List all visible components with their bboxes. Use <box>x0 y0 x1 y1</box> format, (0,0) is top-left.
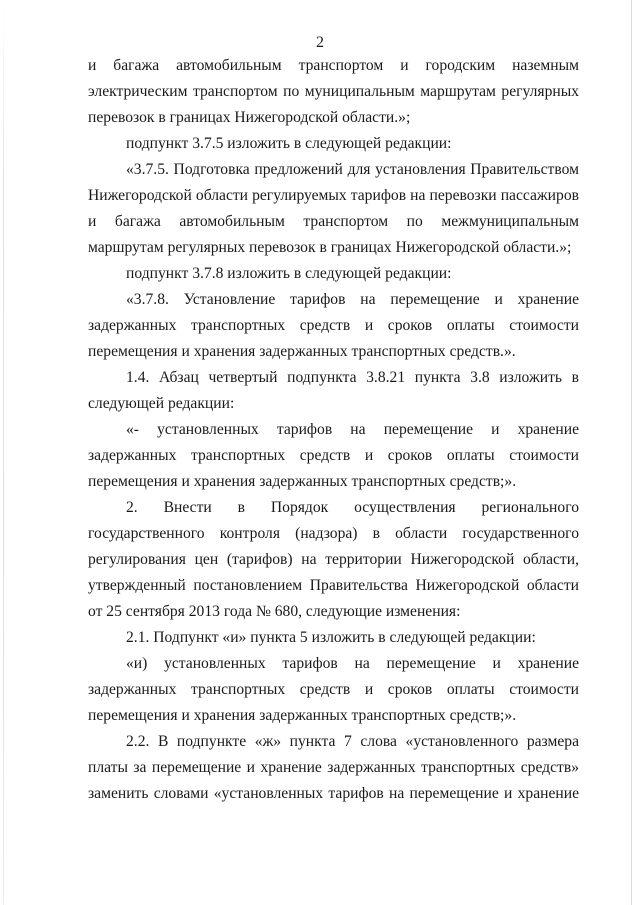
paragraph-item-2-2: 2.2. В подпункте «ж» пункта 7 слова «установленного размера платы за перемещение и хранение задержанных транспортных средств» заменить словами «установленных тарифов на перемещение и хранение <box>88 733 579 802</box>
document-body <box>88 53 579 807</box>
page-number: 2 <box>316 34 324 51</box>
scan-edge-right <box>631 0 632 905</box>
paragraph-quote-3-8-21: «- установленных тарифов на перемещение и хранение задержанных транспортных средств и сроков оплаты стоимости перемещения и хранения задержанных транспортных средств;». <box>88 421 579 490</box>
paragraph-quote-3-7-5: «3.7.5. Подготовка предложений для установления Правительством Нижегородской области регулируемых тарифов на перевозки пассажиров и багажа автомобильным транспортом по межмуниципальным маршрутам регулярных перевозок в границах Нижегородской области.»; <box>88 161 579 256</box>
scan-edge-left <box>3 0 4 905</box>
paragraph-item-2-1: 2.1. Подпункт «и» пункта 5 изложить в следующей редакции: <box>126 629 536 646</box>
paragraph-item-2: 2. Внести в Порядок осуществления регионального государственного контроля (надзора) в области государственного регулирования цен (тарифов) на территории Нижегородской области, утвержденный постановлением Правительства Нижегородской области от 25 сентября 2013 года № 680, следующие изменения: <box>88 499 579 620</box>
paragraph-quote-3-7-8: «3.7.8. Установление тарифов на перемещение и хранение задержанных транспортных средств и сроков оплаты стоимости перемещения и хранения задержанных транспортных средств.». <box>88 291 579 360</box>
paragraph-amendment-3-7-8: подпункт 3.7.8 изложить в следующей редакции: <box>126 265 452 282</box>
paragraph-amendment-3-7-5: подпункт 3.7.5 изложить в следующей редакции: <box>126 135 452 152</box>
paragraph-quote-item-i: «и) установленных тарифов на перемещение и хранение задержанных транспортных средств и сроков оплаты стоимости перемещения и хранения задержанных транспортных средств;». <box>88 655 579 724</box>
paragraph-item-1-4: 1.4. Абзац четвертый подпункта 3.8.21 пункта 3.8 изложить в следующей редакции: <box>88 369 579 412</box>
paragraph-continuation: и багажа автомобильным транспортом и городским наземным электрическим транспортом по муниципальным маршрутам регулярных перевозок в границах Нижегородской области.»; <box>88 57 579 126</box>
